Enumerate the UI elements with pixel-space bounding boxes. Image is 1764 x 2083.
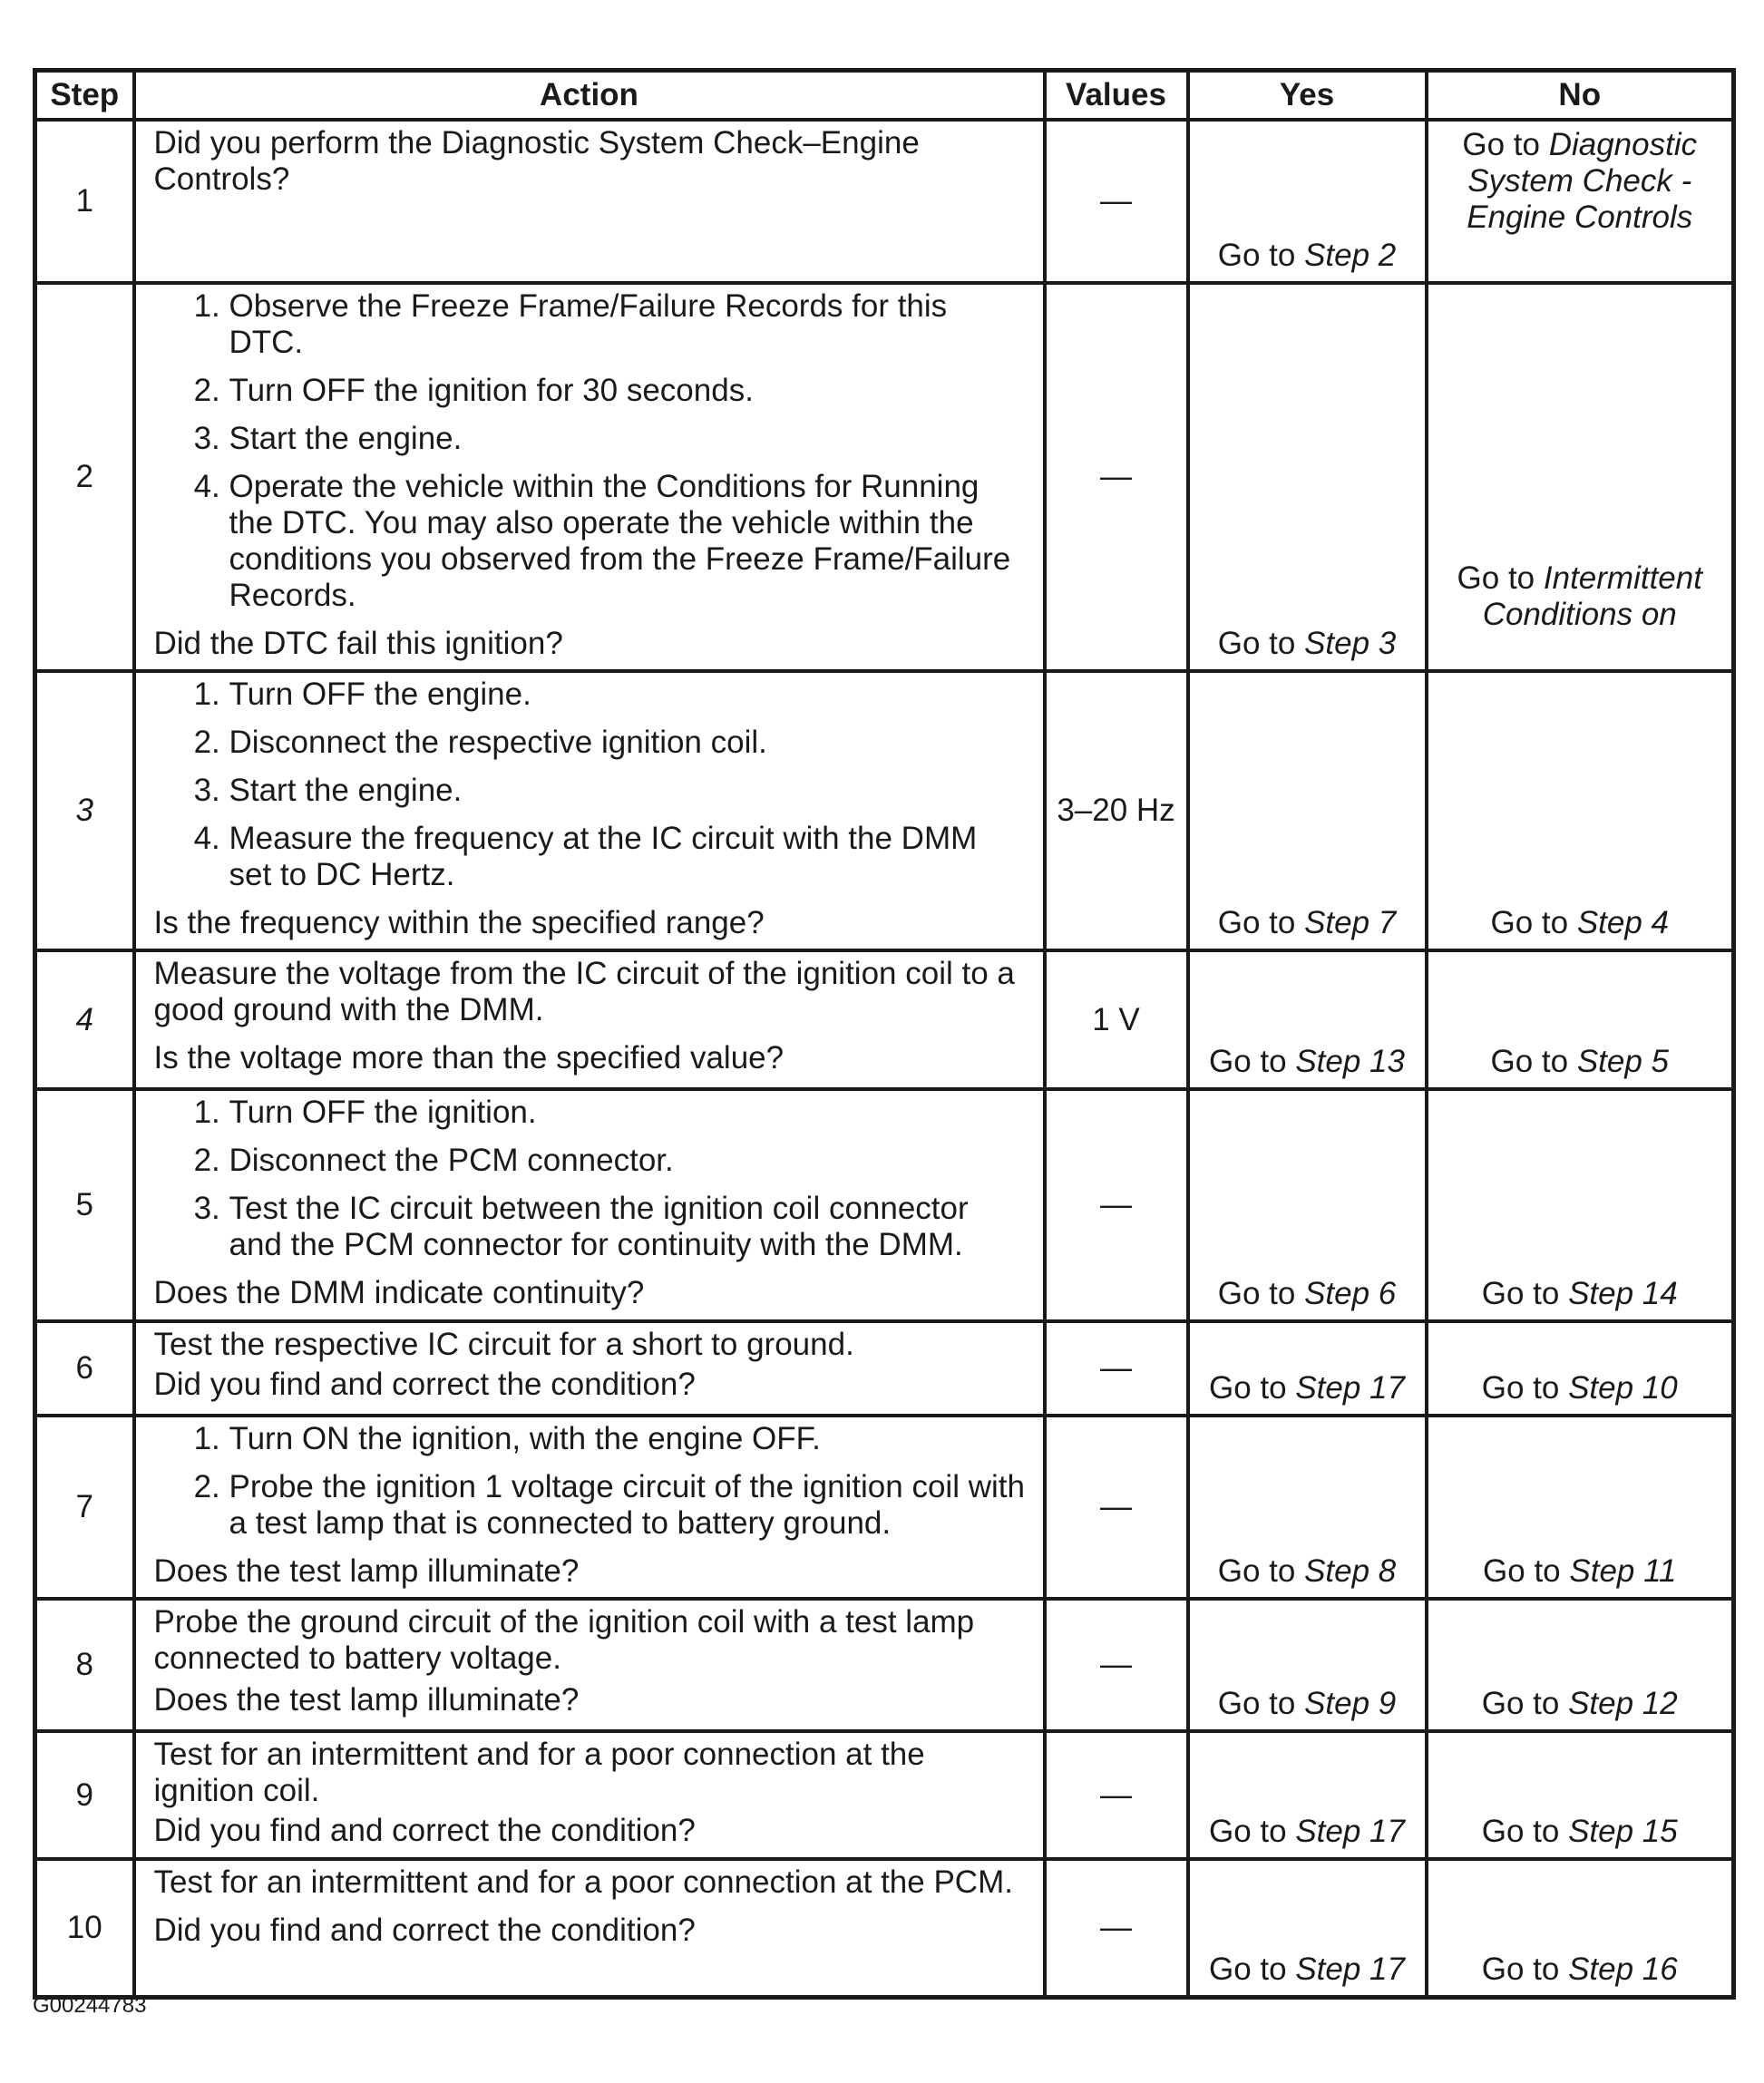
header-action: Action bbox=[134, 71, 1045, 121]
action-step: 3. Test the IC circuit between the ignition coil connector and the PCM connector for continuity with the DMM. bbox=[229, 1191, 1027, 1263]
step-number: 8 bbox=[35, 1599, 134, 1731]
yes-step-link[interactable]: Step 3 bbox=[1304, 626, 1397, 661]
yes-step-link[interactable]: Step 17 bbox=[1295, 1814, 1405, 1849]
action-step: 2. Disconnect the PCM connector. bbox=[229, 1143, 1027, 1179]
action-cell bbox=[134, 950, 1045, 1089]
action-step: 4. Operate the vehicle within the Conditions for Running the DTC. You may also operate the vehicle within the conditions you observed from the Freeze Frame/Failure Records. bbox=[229, 469, 1027, 614]
diagnostic-table bbox=[33, 68, 1736, 2000]
no-cell bbox=[1427, 1599, 1734, 1731]
no-prefix: Go to bbox=[1481, 1814, 1569, 1849]
no-prefix: Go to bbox=[1481, 1276, 1569, 1311]
no-step-link[interactable]: Step 15 bbox=[1568, 1814, 1678, 1849]
action-cell bbox=[134, 1731, 1045, 1859]
header-no: No bbox=[1427, 71, 1734, 121]
yes-prefix: Go to bbox=[1217, 1553, 1305, 1589]
action-cell bbox=[134, 671, 1045, 950]
action-step: 3. Start the engine. bbox=[229, 421, 1027, 457]
no-cell bbox=[1427, 671, 1734, 950]
action-question: Did you find and correct the condition? bbox=[153, 1367, 696, 1402]
no-prefix: Go to bbox=[1462, 127, 1549, 162]
action-step: 1. Turn OFF the engine. bbox=[229, 676, 1027, 713]
table-row bbox=[35, 120, 1734, 283]
value-cell: 1 V bbox=[1045, 950, 1188, 1089]
action-cell bbox=[134, 1321, 1045, 1416]
yes-prefix: Go to bbox=[1217, 1276, 1305, 1311]
no-step-link[interactable]: Step 16 bbox=[1568, 1951, 1678, 1987]
action-question: Did you find and correct the condition? bbox=[153, 1813, 696, 1848]
action-step: 3. Start the engine. bbox=[229, 773, 1027, 809]
no-step-link[interactable]: Step 11 bbox=[1569, 1553, 1677, 1589]
action-question: Did you find and correct the condition? bbox=[153, 1913, 696, 1948]
yes-cell bbox=[1188, 1731, 1427, 1859]
step-number: 9 bbox=[35, 1731, 134, 1859]
yes-prefix: Go to bbox=[1209, 1814, 1296, 1849]
no-cell bbox=[1427, 283, 1734, 671]
action-cell bbox=[134, 1089, 1045, 1321]
figure-id: G00244783 bbox=[33, 1993, 147, 2018]
table-row bbox=[35, 1731, 1734, 1859]
table-header-row bbox=[35, 71, 1734, 121]
table-row bbox=[35, 1089, 1734, 1321]
step-number: 1 bbox=[35, 120, 134, 283]
action-cell bbox=[134, 120, 1045, 283]
no-cell bbox=[1427, 1859, 1734, 1997]
action-question: Is the voltage more than the specified value? bbox=[153, 1040, 785, 1076]
action-text: Did you perform the Diagnostic System Check–Engine Controls? bbox=[153, 125, 920, 197]
no-cell bbox=[1427, 1416, 1734, 1599]
value-cell: — bbox=[1045, 1731, 1188, 1859]
table-row bbox=[35, 283, 1734, 671]
yes-cell bbox=[1188, 283, 1427, 671]
action-step: 2. Probe the ignition 1 voltage circuit of the ignition coil with a test lamp that is connected to battery ground. bbox=[229, 1469, 1027, 1542]
no-prefix: Go to bbox=[1481, 1951, 1569, 1987]
yes-step-link[interactable]: Step 13 bbox=[1295, 1044, 1405, 1079]
value-cell: — bbox=[1045, 1416, 1188, 1599]
action-step: 2. Turn OFF the ignition for 30 seconds. bbox=[229, 373, 1027, 409]
step-number: 4 bbox=[35, 950, 134, 1089]
yes-cell bbox=[1188, 1859, 1427, 1997]
no-diagnostic-check-link[interactable]: Diagnostic System Check - Engine Controls bbox=[1467, 127, 1698, 235]
value-cell: 3–20 Hz bbox=[1045, 671, 1188, 950]
action-question: Did the DTC fail this ignition? bbox=[153, 626, 563, 661]
header-step: Step bbox=[35, 71, 134, 121]
action-question: Does the DMM indicate continuity? bbox=[153, 1275, 645, 1310]
yes-step-link[interactable]: Step 8 bbox=[1304, 1553, 1397, 1589]
no-intermittent-link[interactable]: Intermittent Conditions on bbox=[1482, 560, 1702, 632]
value-cell: — bbox=[1045, 1859, 1188, 1997]
step-number: 2 bbox=[35, 283, 134, 671]
action-steps-list bbox=[154, 1421, 1027, 1542]
action-steps-list bbox=[154, 676, 1027, 893]
action-steps-list bbox=[154, 1095, 1027, 1263]
action-question: Is the frequency within the specified range? bbox=[153, 905, 765, 940]
no-cell bbox=[1427, 950, 1734, 1089]
action-step: 1. Turn OFF the ignition. bbox=[229, 1095, 1027, 1131]
diagnostic-table-container bbox=[33, 68, 1731, 2000]
value-cell: — bbox=[1045, 283, 1188, 671]
no-step-link[interactable]: Step 14 bbox=[1568, 1276, 1678, 1311]
yes-step-link[interactable]: Step 6 bbox=[1304, 1276, 1397, 1311]
table-row bbox=[35, 1321, 1734, 1416]
action-text: Test the respective IC circuit for a short to ground. bbox=[153, 1327, 854, 1362]
action-cell bbox=[134, 1859, 1045, 1997]
value-cell: — bbox=[1045, 1599, 1188, 1731]
action-step: 1. Turn ON the ignition, with the engine OFF. bbox=[229, 1421, 1027, 1457]
no-cell bbox=[1427, 120, 1734, 283]
action-step: 2. Disconnect the respective ignition coil. bbox=[229, 725, 1027, 761]
step-number: 3 bbox=[35, 671, 134, 950]
yes-step-link[interactable]: Step 17 bbox=[1295, 1951, 1405, 1987]
yes-cell bbox=[1188, 1321, 1427, 1416]
yes-step-link[interactable]: Step 7 bbox=[1304, 905, 1397, 940]
yes-cell bbox=[1188, 120, 1427, 283]
no-prefix: Go to bbox=[1490, 905, 1577, 940]
action-text: Test for an intermittent and for a poor connection at the ignition coil. bbox=[153, 1737, 925, 1808]
no-prefix: Go to bbox=[1481, 1370, 1569, 1406]
yes-prefix: Go to bbox=[1217, 905, 1305, 940]
header-yes: Yes bbox=[1188, 71, 1427, 121]
yes-cell bbox=[1188, 671, 1427, 950]
action-question: Does the test lamp illuminate? bbox=[153, 1682, 580, 1718]
no-step-link[interactable]: Step 12 bbox=[1568, 1686, 1678, 1721]
no-step-link[interactable]: Step 10 bbox=[1568, 1370, 1678, 1406]
yes-cell bbox=[1188, 950, 1427, 1089]
action-text: Measure the voltage from the IC circuit of the ignition coil to a good ground with the DMM. bbox=[153, 956, 1015, 1027]
step-number: 10 bbox=[35, 1859, 134, 1997]
yes-step-link[interactable]: Step 9 bbox=[1304, 1686, 1397, 1721]
action-question: Does the test lamp illuminate? bbox=[153, 1553, 580, 1589]
yes-prefix: Go to bbox=[1209, 1044, 1296, 1079]
yes-cell bbox=[1188, 1089, 1427, 1321]
action-cell bbox=[134, 283, 1045, 671]
action-step: 4. Measure the frequency at the IC circuit with the DMM set to DC Hertz. bbox=[229, 821, 1027, 893]
yes-step-link[interactable]: Step 2 bbox=[1304, 238, 1397, 273]
step-number: 5 bbox=[35, 1089, 134, 1321]
step-number: 7 bbox=[35, 1416, 134, 1599]
no-cell bbox=[1427, 1731, 1734, 1859]
header-values: Values bbox=[1045, 71, 1188, 121]
yes-prefix: Go to bbox=[1217, 1686, 1305, 1721]
yes-prefix: Go to bbox=[1209, 1370, 1296, 1406]
table-row bbox=[35, 1859, 1734, 1997]
yes-cell bbox=[1188, 1416, 1427, 1599]
table-row bbox=[35, 950, 1734, 1089]
no-cell bbox=[1427, 1321, 1734, 1416]
table-row bbox=[35, 671, 1734, 950]
action-text: Test for an intermittent and for a poor connection at the PCM. bbox=[153, 1864, 1013, 1900]
no-prefix: Go to bbox=[1481, 1686, 1569, 1721]
step-number: 6 bbox=[35, 1321, 134, 1416]
yes-step-link[interactable]: Step 17 bbox=[1295, 1370, 1405, 1406]
action-text: Probe the ground circuit of the ignition coil with a test lamp connected to battery voltage. bbox=[153, 1604, 975, 1676]
yes-prefix: Go to bbox=[1217, 626, 1305, 661]
value-cell: — bbox=[1045, 120, 1188, 283]
no-step-link[interactable]: Step 5 bbox=[1576, 1044, 1670, 1079]
value-cell: — bbox=[1045, 1321, 1188, 1416]
no-prefix: Go to bbox=[1457, 560, 1544, 596]
action-step: 1. Observe the Freeze Frame/Failure Records for this DTC. bbox=[229, 288, 1027, 361]
value-cell: — bbox=[1045, 1089, 1188, 1321]
action-cell bbox=[134, 1416, 1045, 1599]
no-prefix: Go to bbox=[1483, 1553, 1570, 1589]
no-cell bbox=[1427, 1089, 1734, 1321]
yes-prefix: Go to bbox=[1209, 1951, 1296, 1987]
table-row bbox=[35, 1599, 1734, 1731]
table-row bbox=[35, 1416, 1734, 1599]
no-prefix: Go to bbox=[1490, 1044, 1577, 1079]
yes-cell bbox=[1188, 1599, 1427, 1731]
action-steps-list bbox=[154, 288, 1027, 614]
no-step-link[interactable]: Step 4 bbox=[1576, 905, 1670, 940]
yes-prefix: Go to bbox=[1217, 238, 1305, 273]
action-cell bbox=[134, 1599, 1045, 1731]
